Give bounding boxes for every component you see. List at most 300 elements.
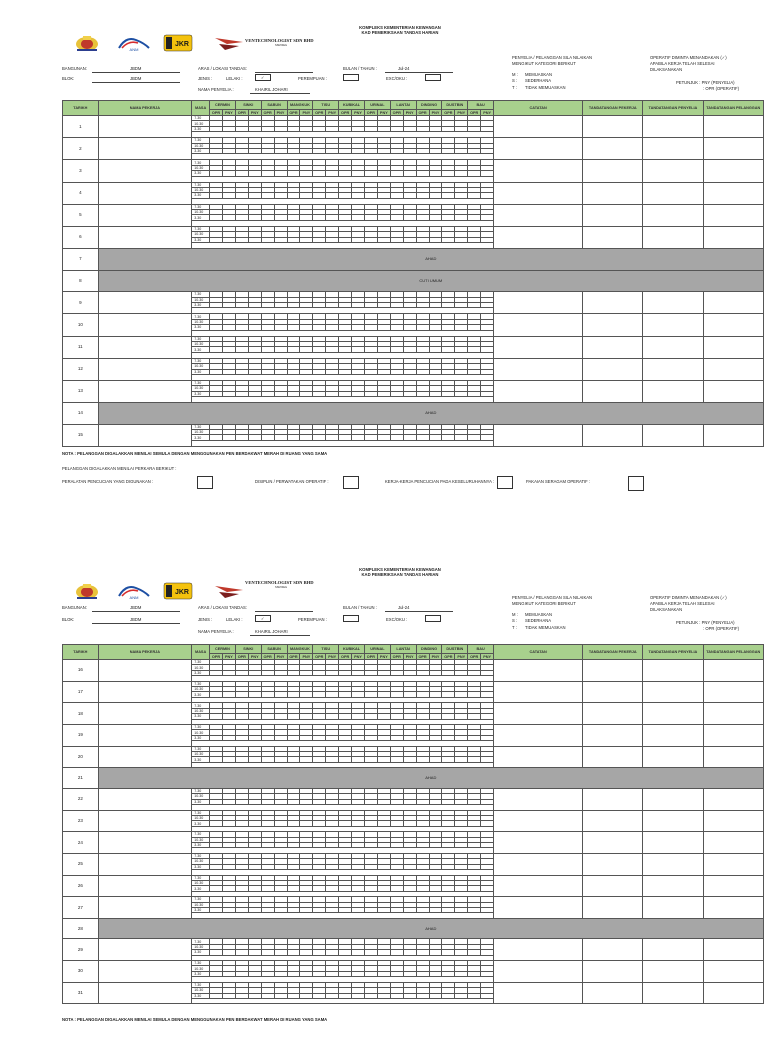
- catatan-cell[interactable]: [494, 681, 583, 703]
- nama-penyelia-label: NAMA PENYELIA :: [198, 629, 234, 634]
- masa-cell: 3.30: [192, 325, 210, 330]
- ttd-penyelia-cell[interactable]: [643, 725, 703, 747]
- ventechnologist-logo: [213, 34, 247, 52]
- petunjuk-2: : OPR (OPERATIF): [703, 626, 739, 631]
- catatan-cell[interactable]: [494, 160, 583, 182]
- masa-cell: 3.30: [192, 692, 210, 697]
- column-header-nama-pekerja: NAMA PEKERJA: [98, 645, 192, 660]
- column-subheader-opr: OPR: [235, 654, 248, 660]
- ttd-penyelia-cell[interactable]: [643, 939, 703, 961]
- criteria-kerja-checkbox[interactable]: [497, 476, 513, 489]
- operatif-instruction-1: OPERATIF DIMINTA MENANDAKAN (✓): [650, 55, 727, 60]
- masa-cell: 7.30: [192, 380, 210, 385]
- column-subheader-pny: PNY: [403, 110, 416, 116]
- lelaki-checkbox[interactable]: ✓: [255, 615, 271, 622]
- column-header-item: KUBIKAL: [339, 101, 365, 110]
- masa-cell: 7.30: [192, 703, 210, 708]
- nama-pekerja-cell[interactable]: [98, 853, 192, 875]
- ttd-pekerja-cell[interactable]: [583, 982, 643, 1004]
- catatan-cell[interactable]: [494, 703, 583, 725]
- nama-pekerja-cell[interactable]: [98, 982, 192, 1004]
- nama-pekerja-cell[interactable]: [98, 746, 192, 768]
- catatan-cell[interactable]: [494, 961, 583, 983]
- criteria-kerja-label: KERJA-KERJA PENCUCIAN PADA KESELURUHANNYA :: [385, 479, 494, 484]
- ttd-pekerja-cell[interactable]: [583, 810, 643, 832]
- petunjuk-2: : OPR (OPERATIF): [703, 86, 739, 91]
- masa-cell: 10.30: [192, 341, 210, 346]
- bangunan-label: BANGUNAN:: [62, 605, 87, 610]
- blok-label: BLOK:: [62, 76, 75, 81]
- nama-pekerja-cell[interactable]: [98, 897, 192, 919]
- row-date: 23: [63, 810, 99, 832]
- holiday-row: [63, 768, 764, 789]
- ttd-penyelia-cell[interactable]: [643, 336, 703, 358]
- column-subheader-pny: PNY: [455, 110, 468, 116]
- nama-pekerja-cell[interactable]: [98, 314, 192, 336]
- key-s-value: SEDERHANA: [525, 78, 552, 83]
- key-s-value: SEDERHANA: [525, 618, 552, 623]
- key-s: S :: [512, 78, 518, 83]
- row-date: 29: [63, 939, 99, 961]
- masa-cell: 3.30: [192, 215, 210, 220]
- ttd-pekerja-cell[interactable]: [583, 961, 643, 983]
- ttd-pekerja-cell[interactable]: [583, 725, 643, 747]
- separator-cell: [192, 998, 494, 1004]
- ttd-pekerja-cell[interactable]: [583, 746, 643, 768]
- petunjuk-1: PETUNJUK : PNY (PENYELIA): [676, 620, 735, 625]
- ttd-pelanggan-cell[interactable]: [703, 982, 764, 1004]
- column-subheader-pny: PNY: [326, 654, 339, 660]
- column-header-item: CERMIN: [210, 645, 236, 654]
- inspection-table-page-1: [62, 100, 764, 447]
- ttd-penyelia-cell[interactable]: [643, 358, 703, 380]
- ttd-penyelia-cell[interactable]: [643, 681, 703, 703]
- column-subheader-pny: PNY: [248, 110, 261, 116]
- masa-cell: 7.30: [192, 982, 210, 987]
- catatan-cell[interactable]: [494, 182, 583, 204]
- catatan-cell[interactable]: [494, 204, 583, 226]
- ttd-penyelia-cell[interactable]: [643, 314, 703, 336]
- masa-cell: 3.30: [192, 237, 210, 242]
- key-t: T :: [512, 625, 517, 630]
- row-date: 11: [63, 336, 99, 358]
- row-date: 26: [63, 875, 99, 897]
- masa-cell: 7.30: [192, 292, 210, 297]
- nama-pekerja-cell[interactable]: [98, 875, 192, 897]
- row-date: 31: [63, 982, 99, 1004]
- column-header-item: DUSTBIN: [442, 645, 468, 654]
- criteria-pakaian-label: PAKAIAN SERAGAM OPERATIF :: [526, 479, 591, 484]
- nama-pekerja-cell[interactable]: [98, 703, 192, 725]
- lelaki-checkbox[interactable]: ✓: [255, 74, 271, 81]
- masa-cell: 10.30: [192, 708, 210, 713]
- perempuan-label: PEREMPUAN :: [298, 617, 327, 622]
- holiday-label: AHAD: [98, 403, 763, 425]
- column-subheader-pny: PNY: [222, 654, 235, 660]
- ttd-pelanggan-cell[interactable]: [703, 226, 764, 248]
- column-header-item: BAU: [468, 101, 494, 110]
- jkr-logo: [163, 582, 193, 600]
- nama-pekerja-cell[interactable]: [98, 832, 192, 854]
- catatan-cell[interactable]: [494, 746, 583, 768]
- row-date: 8: [63, 270, 99, 292]
- ttd-pelanggan-cell[interactable]: [703, 703, 764, 725]
- column-header-tarikh: TARIKH: [63, 101, 99, 116]
- ttd-penyelia-cell[interactable]: [643, 897, 703, 919]
- nama-pekerja-cell[interactable]: [98, 681, 192, 703]
- column-subheader-pny: PNY: [300, 654, 313, 660]
- ttd-penyelia-cell[interactable]: [643, 788, 703, 810]
- nama-penyelia-label: NAMA PENYELIA :: [198, 87, 234, 92]
- row-date: 14: [63, 403, 99, 425]
- anm-logo: [116, 582, 152, 600]
- ttd-penyelia-cell[interactable]: [643, 660, 703, 682]
- catatan-cell[interactable]: [494, 292, 583, 314]
- form-title-2: KAD PEMERIKSAAN TANDAS HARIAN: [361, 572, 439, 577]
- masa-cell: 10.30: [192, 165, 210, 170]
- ttd-penyelia-cell[interactable]: [643, 292, 703, 314]
- nama-pekerja-cell[interactable]: [98, 725, 192, 747]
- bulan-label: BULAN / TAHUN :: [343, 605, 377, 610]
- catatan-cell[interactable]: [494, 875, 583, 897]
- row-date: 22: [63, 788, 99, 810]
- row-date: 21: [63, 768, 99, 789]
- ttd-pekerja-cell[interactable]: [583, 875, 643, 897]
- ttd-pelanggan-cell[interactable]: [703, 875, 764, 897]
- ttd-pekerja-cell[interactable]: [583, 897, 643, 919]
- column-subheader-opr: OPR: [442, 654, 455, 660]
- catatan-cell[interactable]: [494, 810, 583, 832]
- rating-instruction-2: MENGIKUT KATEGORI BERIKUT: [512, 61, 576, 66]
- catatan-cell[interactable]: [494, 380, 583, 402]
- ttd-pelanggan-cell[interactable]: [703, 681, 764, 703]
- ttd-pekerja-cell[interactable]: [583, 832, 643, 854]
- catatan-cell[interactable]: [494, 358, 583, 380]
- masa-cell: 10.30: [192, 988, 210, 993]
- catatan-cell[interactable]: [494, 424, 583, 446]
- masa-cell: 7.30: [192, 746, 210, 751]
- catatan-cell[interactable]: [494, 226, 583, 248]
- criteria-disiplin-checkbox[interactable]: [343, 476, 359, 489]
- masa-cell: 3.30: [192, 886, 210, 891]
- ttd-penyelia-cell[interactable]: [643, 138, 703, 160]
- column-subheader-opr: OPR: [210, 654, 223, 660]
- ttd-pelanggan-cell[interactable]: [703, 138, 764, 160]
- ttd-pekerja-cell[interactable]: [583, 853, 643, 875]
- column-subheader-pny: PNY: [481, 110, 494, 116]
- ttd-pelanggan-cell[interactable]: [703, 292, 764, 314]
- nama-pekerja-cell[interactable]: [98, 358, 192, 380]
- nama-pekerja-cell[interactable]: [98, 336, 192, 358]
- masa-cell: 3.30: [192, 148, 210, 153]
- column-header-item: TISU: [313, 645, 339, 654]
- nama-pekerja-cell[interactable]: [98, 424, 192, 446]
- catatan-cell[interactable]: [494, 116, 583, 138]
- bangunan-label: BANGUNAN:: [62, 66, 87, 71]
- ttd-pelanggan-cell[interactable]: [703, 204, 764, 226]
- catatan-cell[interactable]: [494, 939, 583, 961]
- perempuan-checkbox[interactable]: [343, 615, 359, 622]
- column-subheader-opr: OPR: [390, 654, 403, 660]
- column-subheader-opr: OPR: [210, 110, 223, 116]
- catatan-cell[interactable]: [494, 788, 583, 810]
- row-date: 2: [63, 138, 99, 160]
- ttd-pelanggan-cell[interactable]: [703, 182, 764, 204]
- ttd-pekerja-cell[interactable]: [583, 204, 643, 226]
- row-date: 3: [63, 160, 99, 182]
- ttd-pekerja-cell[interactable]: [583, 226, 643, 248]
- column-subheader-pny: PNY: [274, 110, 287, 116]
- column-subheader-pny: PNY: [455, 654, 468, 660]
- masa-cell: 10.30: [192, 364, 210, 369]
- row-date: 4: [63, 182, 99, 204]
- ttd-pelanggan-cell[interactable]: [703, 832, 764, 854]
- ttd-pelanggan-cell[interactable]: [703, 336, 764, 358]
- ttd-penyelia-cell[interactable]: [643, 116, 703, 138]
- column-subheader-opr: OPR: [313, 110, 326, 116]
- column-header-item: CERMIN: [210, 101, 236, 110]
- ttd-penyelia-cell[interactable]: [643, 982, 703, 1004]
- nama-pekerja-cell[interactable]: [98, 660, 192, 682]
- ttd-penyelia-cell[interactable]: [643, 832, 703, 854]
- ttd-penyelia-cell[interactable]: [643, 961, 703, 983]
- masa-cell: 7.30: [192, 961, 210, 966]
- nota-text: NOTA : PELANGGAN DIGALAKKAN MENILAI SEMULA DENGAN MENGGUNAKAN PEN BERDAKWAT MERAH DI RUANG YANG SAMA: [62, 451, 328, 456]
- ttd-pelanggan-cell[interactable]: [703, 725, 764, 747]
- ttd-penyelia-cell[interactable]: [643, 703, 703, 725]
- row-date: 17: [63, 681, 99, 703]
- blok-label: BLOK:: [62, 617, 75, 622]
- nama-pekerja-cell[interactable]: [98, 810, 192, 832]
- ttd-pelanggan-cell[interactable]: [703, 424, 764, 446]
- rating-instruction-1: PENYELIA / PELANGGAN SILA NILAIKAN: [512, 55, 593, 60]
- ttd-pekerja-cell[interactable]: [583, 138, 643, 160]
- catatan-cell[interactable]: [494, 832, 583, 854]
- ttd-penyelia-cell[interactable]: [643, 853, 703, 875]
- form-page-2: [0, 548, 768, 1038]
- masa-cell: 7.30: [192, 681, 210, 686]
- row-date: 13: [63, 380, 99, 402]
- ttd-pekerja-cell[interactable]: [583, 292, 643, 314]
- ttd-pelanggan-cell[interactable]: [703, 358, 764, 380]
- masa-cell: 3.30: [192, 908, 210, 913]
- operatif-instruction-3: DILAKSANAKAN: [650, 67, 683, 72]
- oku-checkbox[interactable]: [425, 74, 441, 81]
- catatan-cell[interactable]: [494, 725, 583, 747]
- masa-cell: 10.30: [192, 143, 210, 148]
- holiday-row: [63, 270, 764, 292]
- key-m-value: MEMUASKAN: [525, 72, 552, 77]
- column-header-item: URINAL: [364, 645, 390, 654]
- criteria-disiplin-label: DISIPLIN / PERWATAKAN OPERATIF :: [255, 479, 329, 484]
- form-title-2: KAD PEMERIKSAAN TANDAS HARIAN: [361, 30, 439, 35]
- ttd-penyelia-cell[interactable]: [643, 424, 703, 446]
- ttd-penyelia-cell[interactable]: [643, 226, 703, 248]
- column-subheader-opr: OPR: [364, 654, 377, 660]
- masa-cell: 10.30: [192, 966, 210, 971]
- row-date: 27: [63, 897, 99, 919]
- ttd-pekerja-cell[interactable]: [583, 116, 643, 138]
- nama-pekerja-cell[interactable]: [98, 961, 192, 983]
- ttd-penyelia-cell[interactable]: [643, 160, 703, 182]
- catatan-cell[interactable]: [494, 853, 583, 875]
- catatan-cell[interactable]: [494, 314, 583, 336]
- column-header-item: TISU: [313, 101, 339, 110]
- ttd-pelanggan-cell[interactable]: [703, 939, 764, 961]
- ttd-penyelia-cell[interactable]: [643, 810, 703, 832]
- blok-value: JBDM: [130, 76, 142, 81]
- lelaki-label: LELAKI :: [226, 617, 243, 622]
- column-subheader-opr: OPR: [261, 110, 274, 116]
- oku-checkbox[interactable]: [425, 615, 441, 622]
- ttd-pekerja-cell[interactable]: [583, 314, 643, 336]
- form-title-1: KOMPLEKS KEMENTERIAN KEWANGAN: [359, 25, 441, 30]
- ttd-pekerja-cell[interactable]: [583, 160, 643, 182]
- masa-cell: 10.30: [192, 815, 210, 820]
- company-name: VENTECHNOLOGIST SDN BHD: [245, 580, 314, 585]
- row-date: 5: [63, 204, 99, 226]
- column-subheader-pny: PNY: [429, 654, 442, 660]
- ttd-pelanggan-cell[interactable]: [703, 116, 764, 138]
- masa-cell: 3.30: [192, 821, 210, 826]
- masa-cell: 3.30: [192, 714, 210, 719]
- ttd-pelanggan-cell[interactable]: [703, 160, 764, 182]
- masa-cell: 10.30: [192, 386, 210, 391]
- ttd-penyelia-cell[interactable]: [643, 875, 703, 897]
- nama-pekerja-cell[interactable]: [98, 204, 192, 226]
- catatan-cell[interactable]: [494, 138, 583, 160]
- masa-cell: 7.30: [192, 358, 210, 363]
- masa-cell: 3.30: [192, 971, 210, 976]
- column-subheader-pny: PNY: [377, 654, 390, 660]
- ttd-pelanggan-cell[interactable]: [703, 314, 764, 336]
- ttd-pelanggan-cell[interactable]: [703, 660, 764, 682]
- jenis-label: JENIS :: [198, 76, 213, 81]
- column-header-item: DUSTBIN: [442, 101, 468, 110]
- nama-pekerja-cell[interactable]: [98, 116, 192, 138]
- ttd-penyelia-cell[interactable]: [643, 380, 703, 402]
- bangunan-value: JBDM: [130, 66, 142, 71]
- masa-cell: 3.30: [192, 369, 210, 374]
- bulan-value: Jul-24: [398, 66, 410, 71]
- perempuan-checkbox[interactable]: [343, 74, 359, 81]
- column-header-item: DINDING: [416, 101, 442, 110]
- key-t: T :: [512, 85, 517, 90]
- ttd-pekerja-cell[interactable]: [583, 660, 643, 682]
- masa-cell: 10.30: [192, 297, 210, 302]
- masa-cell: 3.30: [192, 735, 210, 740]
- nama-pekerja-cell[interactable]: [98, 138, 192, 160]
- column-subheader-pny: PNY: [352, 654, 365, 660]
- masa-cell: 3.30: [192, 993, 210, 998]
- ventechnologist-logo: [213, 582, 247, 600]
- column-subheader-pny: PNY: [481, 654, 494, 660]
- column-subheader-opr: OPR: [468, 654, 481, 660]
- bangunan-value: JBDM: [130, 605, 142, 610]
- aras-label: ARAS / LOKASI TANDAS:: [198, 66, 247, 71]
- row-date: 1: [63, 116, 99, 138]
- column-header-item: SABUN: [261, 101, 287, 110]
- holiday-row: [63, 403, 764, 425]
- catatan-cell[interactable]: [494, 897, 583, 919]
- ttd-pekerja-cell[interactable]: [583, 336, 643, 358]
- ttd-pekerja-cell[interactable]: [583, 380, 643, 402]
- nama-pekerja-cell[interactable]: [98, 939, 192, 961]
- ttd-pelanggan-cell[interactable]: [703, 897, 764, 919]
- column-header-tandatangan-penyelia: TANDATANGAN PENYELIA: [643, 645, 703, 660]
- ttd-pekerja-cell[interactable]: [583, 358, 643, 380]
- column-subheader-pny: PNY: [403, 654, 416, 660]
- masa-cell: 7.30: [192, 336, 210, 341]
- bulan-label: BULAN / TAHUN :: [343, 66, 377, 71]
- company-sub: SSM REG: [275, 44, 287, 47]
- column-header-tandatangan-pelanggan: TANDATANGAN PELANGGAN: [703, 101, 764, 116]
- column-header-item: MANGKUK: [287, 101, 313, 110]
- column-header-item: KUBIKAL: [339, 645, 365, 654]
- catatan-cell[interactable]: [494, 982, 583, 1004]
- nama-pekerja-cell[interactable]: [98, 160, 192, 182]
- column-header-tandatangan-penyelia: TANDATANGAN PENYELIA: [643, 101, 703, 116]
- criteria-peralatan-checkbox[interactable]: [197, 476, 213, 489]
- nama-pekerja-cell[interactable]: [98, 226, 192, 248]
- column-subheader-pny: PNY: [352, 110, 365, 116]
- row-date: 18: [63, 703, 99, 725]
- ttd-pelanggan-cell[interactable]: [703, 810, 764, 832]
- nama-pekerja-cell[interactable]: [98, 182, 192, 204]
- holiday-row: [63, 249, 764, 271]
- nama-pekerja-cell[interactable]: [98, 788, 192, 810]
- masa-cell: 3.30: [192, 950, 210, 955]
- nama-pekerja-cell[interactable]: [98, 380, 192, 402]
- catatan-cell[interactable]: [494, 336, 583, 358]
- masa-cell: 7.30: [192, 226, 210, 231]
- row-date: 25: [63, 853, 99, 875]
- ttd-pelanggan-cell[interactable]: [703, 746, 764, 768]
- ttd-pekerja-cell[interactable]: [583, 182, 643, 204]
- lelaki-label: LELAKI :: [226, 76, 243, 81]
- masa-cell: 7.30: [192, 897, 210, 902]
- row-date: 19: [63, 725, 99, 747]
- catatan-cell[interactable]: [494, 660, 583, 682]
- row-date: 30: [63, 961, 99, 983]
- ttd-pekerja-cell[interactable]: [583, 681, 643, 703]
- key-m-value: MEMUASKAN: [525, 612, 552, 617]
- ttd-pelanggan-cell[interactable]: [703, 380, 764, 402]
- masa-cell: 10.30: [192, 121, 210, 126]
- holiday-label: AHAD: [98, 918, 763, 939]
- ttd-penyelia-cell[interactable]: [643, 182, 703, 204]
- rating-instruction-1: PENYELIA / PELANGGAN SILA NILAIKAN: [512, 595, 593, 600]
- criteria-pakaian-checkbox[interactable]: [628, 476, 644, 491]
- rating-instruction-2: MENGIKUT KATEGORI BERIKUT: [512, 601, 576, 606]
- masa-cell: 10.30: [192, 752, 210, 757]
- ttd-pelanggan-cell[interactable]: [703, 961, 764, 983]
- ttd-pelanggan-cell[interactable]: [703, 788, 764, 810]
- ttd-pekerja-cell[interactable]: [583, 424, 643, 446]
- ttd-penyelia-cell[interactable]: [643, 746, 703, 768]
- column-subheader-opr: OPR: [339, 654, 352, 660]
- masa-cell: 10.30: [192, 794, 210, 799]
- ttd-pekerja-cell[interactable]: [583, 788, 643, 810]
- ttd-penyelia-cell[interactable]: [643, 204, 703, 226]
- key-m: M :: [512, 72, 518, 77]
- masa-cell: 3.30: [192, 171, 210, 176]
- ttd-pekerja-cell[interactable]: [583, 703, 643, 725]
- masa-cell: 3.30: [192, 303, 210, 308]
- ttd-pekerja-cell[interactable]: [583, 939, 643, 961]
- ttd-pelanggan-cell[interactable]: [703, 853, 764, 875]
- nama-pekerja-cell[interactable]: [98, 292, 192, 314]
